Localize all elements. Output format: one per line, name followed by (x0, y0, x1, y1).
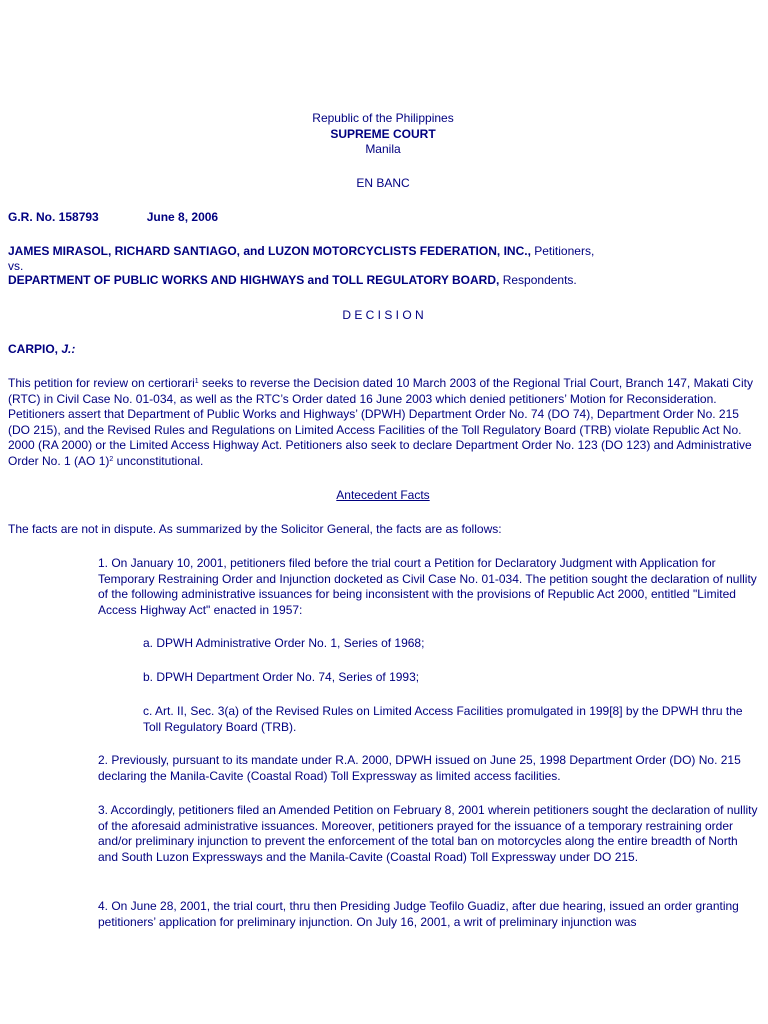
court-header (8, 111, 758, 158)
decision-heading: D E C I S I O N (342, 308, 424, 322)
republic-line: Republic of the Philippines (312, 111, 454, 125)
fact-paragraph-1: 1. On January 10, 2001, petitioners filed before the trial court a Petition for Declaratory Judgment with Application for Temporary Restraining Order and Injunction docketed as Civil Case No. 01-034. The petition sought the declaration of nullity of the following administrative issuances for being inconsistent with the provisions of Republic Act 2000, entitled "Limited Access Highway Act" enacted in 1957: (98, 556, 757, 617)
antecedent-facts-heading: Antecedent Facts (336, 488, 430, 502)
ponente-name: CARPIO, (8, 342, 59, 356)
case-date: June 8, 2006 (146, 210, 219, 224)
fact-item-c: c. Art. II, Sec. 3(a) of the Revised Rules on Limited Access Facilities promulgated in 199[8] by the DPWH thru the Toll Regulatory Board (TRB). (143, 704, 743, 734)
ponente-line (8, 342, 758, 358)
respondents-line (8, 273, 758, 289)
fact-paragraph-2: 2. Previously, pursuant to its mandate under R.A. 2000, DPWH issued on June 25, 1998 Department Order (DO) No. 215 declaring the Manila-Cavite (Coastal Road) Toll Expressway as limited access facilities. (98, 753, 741, 783)
supreme-court-title: SUPREME COURT (330, 126, 436, 141)
versus-line: vs. (8, 258, 24, 273)
facts-intro-paragraph: The facts are not in dispute. As summarized by the Solicitor General, the facts are as follows: (8, 522, 502, 536)
fact-paragraph-4: 4. On June 28, 2001, the trial court, thru then Presiding Judge Teofilo Guadiz, after due hearing, issued an order granting petitioners’ application for preliminary injunction. On July 16, 2001, a writ of preliminary injunction was (98, 899, 739, 929)
respondents-role: Respondents. (502, 272, 577, 287)
city-line: Manila (365, 142, 401, 156)
ponente-title: J.: (61, 342, 76, 356)
case-parties (8, 244, 758, 288)
division-line: EN BANC (356, 176, 410, 190)
petitioners-role: Petitioners, (534, 244, 595, 258)
case-number-line (8, 210, 758, 226)
footnote-ref-2[interactable]: 2 (109, 455, 114, 463)
respondents-names: DEPARTMENT OF PUBLIC WORKS AND HIGHWAYS and TOLL REGULATORY BOARD, (8, 272, 500, 287)
petitioners-line (8, 244, 758, 260)
petitioners-names: JAMES MIRASOL, RICHARD SANTIAGO, and LUZON MOTORCYCLISTS FEDERATION, INC., (8, 244, 531, 258)
fact-paragraph-3: 3. Accordingly, petitioners filed an Amended Petition on February 8, 2001 wherein petitioners sought the declaration of nullity of the aforesaid administrative issuances. Moreover, petitioners prayed for the issuance of a temporary restraining order and/or preliminary injunction to prevent the enforcement of the total ban on motorcycles along the entire breadth of North and South Luzon Expressways and the Manila-Cavite (Coastal Road) Toll Expressway under DO 215. (98, 803, 758, 864)
intro-paragraph: This petition for review on certiorari$^1$ seeks to reverse the Decision dated 10 March 2003 of the Regional Trial Court, Branch 147, Makati City (RTC) in Civil Case No. 01-034, as well as the RTC’s Order dated 16 June 2003 which denied petitioners’ Motion for Reconsideration. Petitioners assert that Department of Public Works and Highways’ (DPWH) Department Order No. 74 (DO 74), Department Order No. 215 (DO 215), and the Revised Rules and Regulations on Limited Access Facilities of the Toll Regulatory Board (TRB) violate Republic Act No. 2000 (RA 2000) or the Limited Access Highway Act. Petitioners also seek to declare Department Order No. 123 (DO 123) and Administrative Order No. 1 (AO 1)$^2$ unconstitutional. (8, 376, 753, 468)
footnote-ref-1[interactable]: 1 (194, 378, 199, 385)
fact-item-a: a. DPWH Administrative Order No. 1, Series of 1968; (143, 636, 425, 650)
fact-item-b: b. DPWH Department Order No. 74, Series of 1993; (143, 670, 420, 684)
gr-number: G.R. No. 158793 (8, 210, 99, 224)
